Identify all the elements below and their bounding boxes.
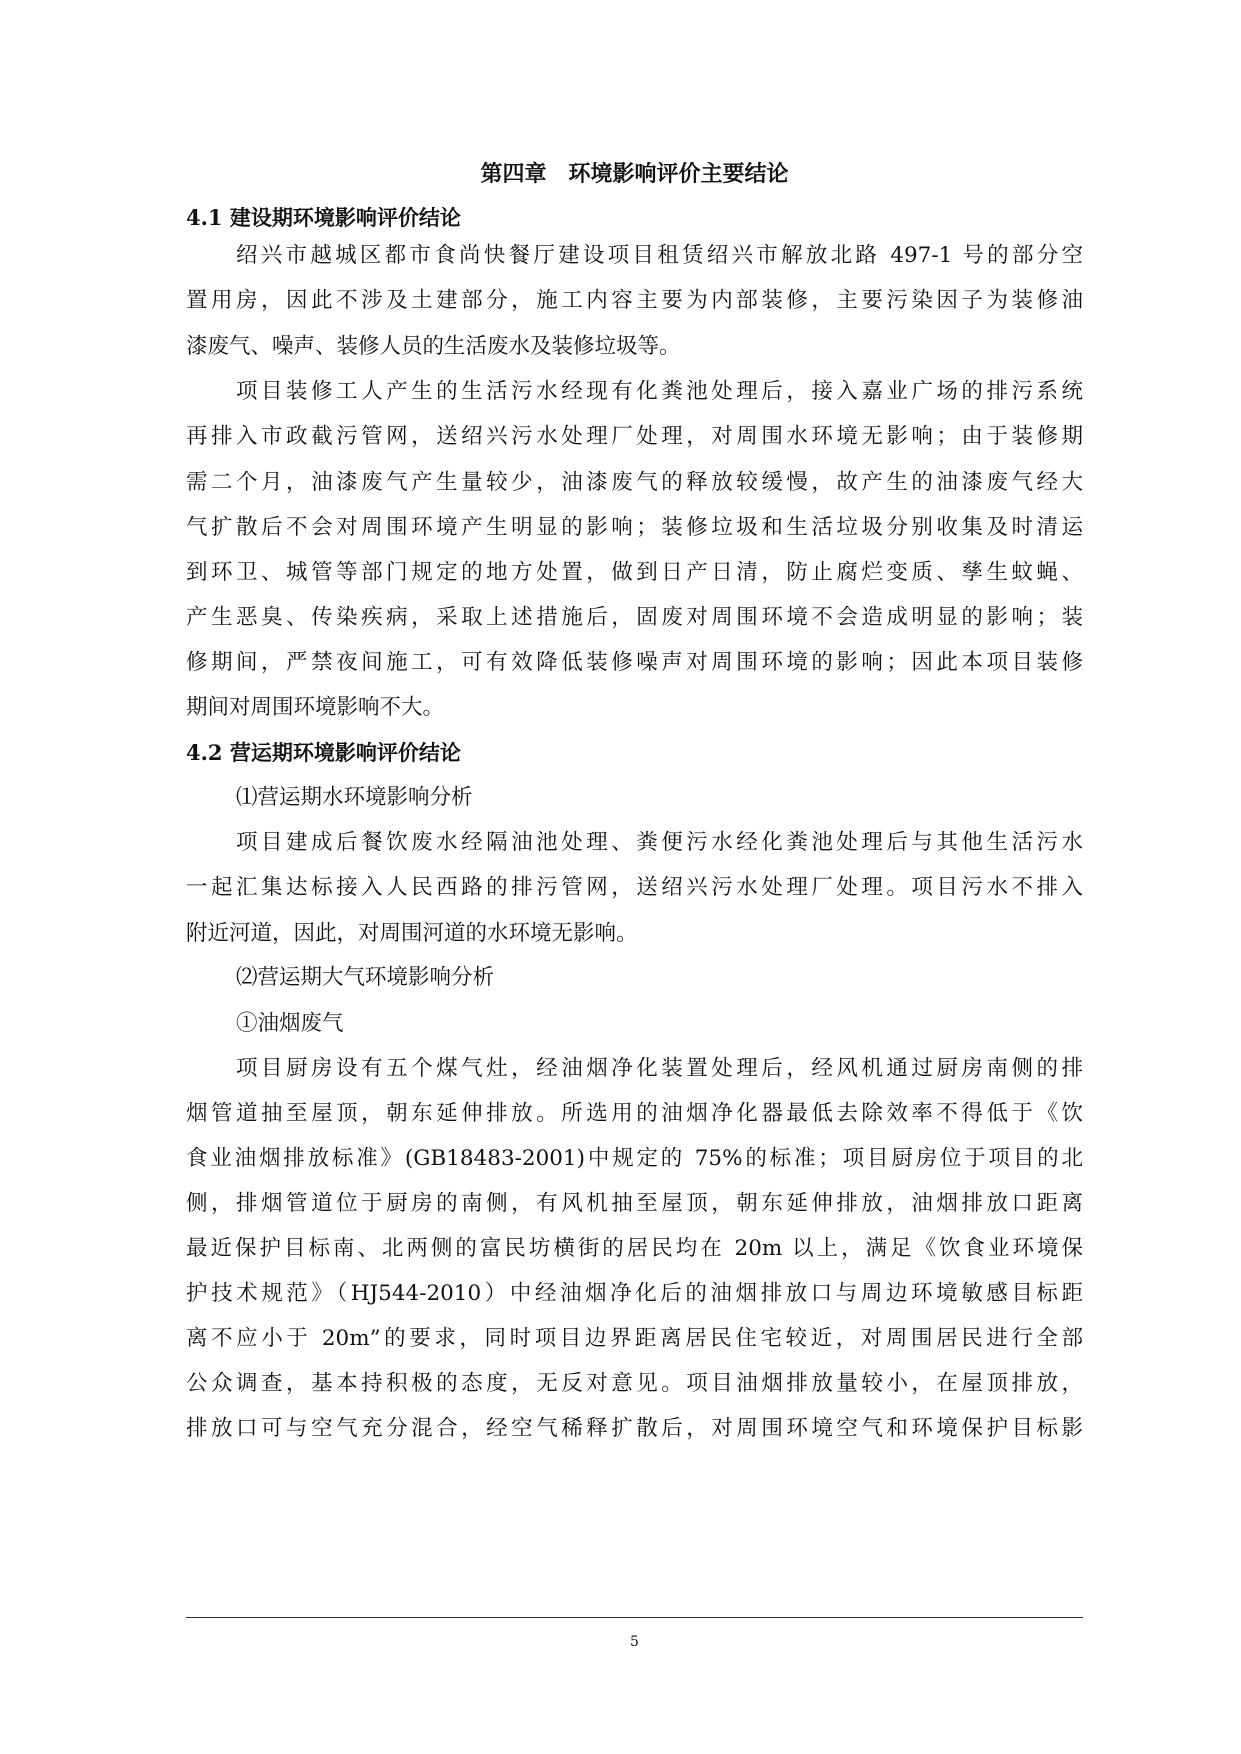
paragraph-line: 最近保护目标南、北两侧的富民坊横街的居民均在 20m 以上，满足《饮食业环境保: [186, 1236, 1083, 1261]
section-heading-4-2: 4.2 营运期环境影响评价结论: [186, 740, 461, 765]
subsection-heading: ⑴营运期水环境影响分析: [236, 785, 473, 810]
paragraph-line: 项目厨房设有五个煤气灶，经油烟净化装置处理后，经风机通过厨房南侧的排: [236, 1056, 1083, 1081]
paragraph-line: 修期间，严禁夜间施工，可有效降低装修噪声对周围环境的影响；因此本项目装修: [186, 650, 1083, 675]
paragraph-line: 到环卫、城管等部门规定的地方处置，做到日产日清，防止腐烂变质、孳生蚊蝇、: [186, 560, 1083, 585]
chapter-title: 第四章 环境影响评价主要结论: [480, 161, 789, 187]
paragraph-line: 侧，排烟管道位于厨房的南侧，有风机抽至屋顶，朝东延伸排放，油烟排放口距离: [186, 1191, 1083, 1216]
paragraph-line: 需二个月，油漆废气产生量较少，油漆废气的释放较缓慢，故产生的油漆废气经大: [186, 470, 1083, 495]
paragraph-line: 项目装修工人产生的生活污水经现有化粪池处理后，接入嘉业广场的排污系统: [236, 379, 1083, 404]
paragraph-line: 附近河道，因此，对周围河道的水环境无影响。: [186, 921, 638, 946]
paragraph-line: 一起汇集达标接入人民西路的排污管网，送绍兴污水处理厂处理。项目污水不排入: [186, 875, 1083, 900]
paragraph-line: 公众调查，基本持积极的态度，无反对意见。项目油烟排放量较小，在屋顶排放，: [186, 1371, 1083, 1396]
paragraph-line: 期间对周围环境影响不大。: [186, 695, 445, 720]
paragraph-line: 食业油烟排放标准》(GB18483-2001)中规定的 75%的标准；项目厨房位于项目的北: [186, 1146, 1083, 1171]
paragraph-line: 护技术规范》（HJ544-2010）中经油烟净化后的油烟排放口与周边环境敏感目标距: [186, 1281, 1083, 1306]
paragraph-line: 产生恶臭、传染疾病，采取上述措施后，固废对周围环境不会造成明显的影响；装: [186, 605, 1083, 630]
section-heading-4-1: 4.1 建设期环境影响评价结论: [186, 205, 461, 230]
paragraph-line: 绍兴市越城区都市食尚快餐厅建设项目租赁绍兴市解放北路 497-1 号的部分空: [236, 243, 1083, 268]
paragraph-line: 项目建成后餐饮废水经隔油池处理、粪便污水经化粪池处理后与其他生活污水: [236, 830, 1083, 855]
paragraph-line: 离不应小于 20m”的要求，同时项目边界距离居民住宅较近，对周围居民进行全部: [186, 1326, 1083, 1351]
subsection-heading: ⑵营运期大气环境影响分析: [236, 965, 495, 990]
paragraph-line: 漆废气、噪声、装修人员的生活废水及装修垃圾等。: [186, 334, 681, 359]
paragraph-line: 气扩散后不会对周围环境产生明显的影响；装修垃圾和生活垃圾分别收集及时清运: [186, 515, 1083, 540]
subsection-heading: ①油烟废气: [236, 1011, 344, 1036]
page-number: 5: [630, 1634, 639, 1650]
paragraph-line: 烟管道抽至屋顶，朝东延伸排放。所选用的油烟净化器最低去除效率不得低于《饮: [186, 1101, 1083, 1126]
paragraph-line: 置用房，因此不涉及土建部分，施工内容主要为内部装修，主要污染因子为装修油: [186, 288, 1083, 313]
paragraph-line: 排放口可与空气充分混合，经空气稀释扩散后，对周围环境空气和环境保护目标影: [186, 1416, 1083, 1441]
footer-rule: [186, 1617, 1083, 1618]
paragraph-line: 再排入市政截污管网，送绍兴污水处理厂处理，对周围水环境无影响；由于装修期: [186, 424, 1083, 449]
